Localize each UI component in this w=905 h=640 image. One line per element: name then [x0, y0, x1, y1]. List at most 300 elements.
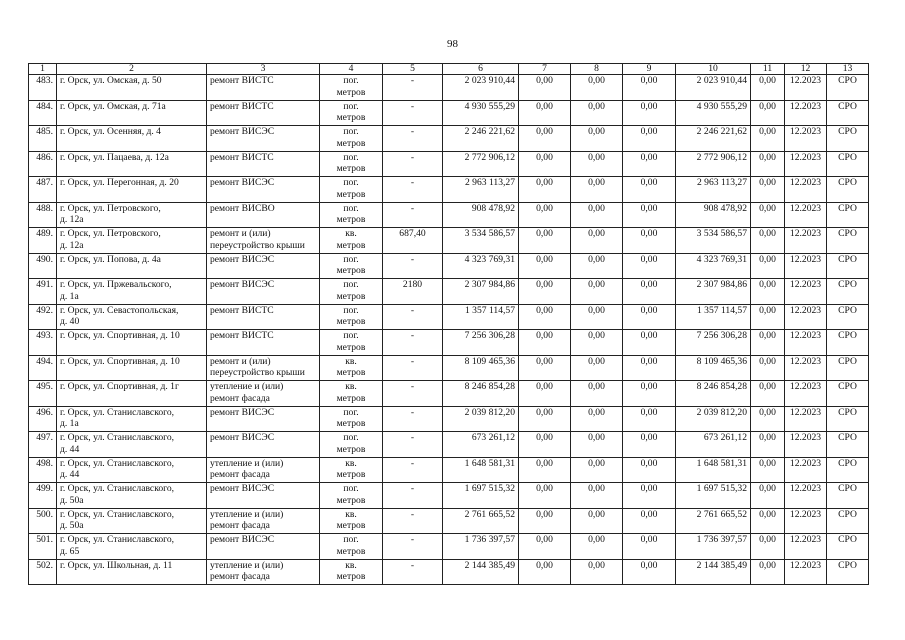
- work-type-cell: [207, 355, 320, 381]
- address-line-1: г. Орск, ул. Школьная, д. 11: [60, 559, 173, 571]
- fund-method-cell: СРО: [827, 279, 869, 305]
- unit-line-1: кв.: [345, 559, 357, 571]
- address-line-1: г. Орск, ул. Станиславского,: [60, 406, 175, 418]
- fund-cell: 0,00: [519, 100, 571, 126]
- work-type-line-1: ремонт ВИСТС: [210, 151, 274, 163]
- other-funds-cell: 0,00: [751, 228, 785, 254]
- local-budget-cell: 0,00: [623, 253, 676, 279]
- total-cost-cell: 1 736 397,57: [443, 534, 519, 560]
- other-funds-cell: 0,00: [751, 534, 785, 560]
- total-cost-cell: 2 761 665,52: [443, 508, 519, 534]
- regional-budget-cell: 0,00: [571, 151, 623, 177]
- row-number-cell: 491.: [29, 279, 57, 305]
- unit-cell: [320, 330, 383, 356]
- regional-budget-cell: 0,00: [571, 75, 623, 101]
- regional-budget-cell: 0,00: [571, 279, 623, 305]
- fund-cell: 0,00: [519, 279, 571, 305]
- local-budget-cell: 0,00: [623, 100, 676, 126]
- work-type-cell: [207, 381, 320, 407]
- fund-method-cell: СРО: [827, 330, 869, 356]
- address-cell: [57, 559, 207, 585]
- total-cost-cell: 1 357 114,57: [443, 304, 519, 330]
- work-type-line-1: утепление и (или): [210, 381, 284, 392]
- table-row: [29, 483, 869, 509]
- fund-method-cell: СРО: [827, 381, 869, 407]
- work-type-line-2: ремонт фасада: [210, 392, 270, 404]
- quantity-cell: -: [383, 432, 443, 458]
- regional-budget-cell: 0,00: [571, 330, 623, 356]
- work-type-line-2: переустройство крыши: [210, 367, 305, 378]
- fund-cell: 0,00: [519, 508, 571, 534]
- local-budget-cell: 0,00: [623, 559, 676, 585]
- fund-cell: 0,00: [519, 177, 571, 203]
- row-number-cell: 502.: [29, 559, 57, 585]
- other-funds-cell: 0,00: [751, 483, 785, 509]
- other-funds-cell: 0,00: [751, 177, 785, 203]
- other-funds-cell: 0,00: [751, 457, 785, 483]
- address-cell: [57, 483, 207, 509]
- work-type-line-1: утепление и (или): [210, 559, 284, 571]
- local-budget-cell: 0,00: [623, 483, 676, 509]
- column-header: 8: [571, 64, 623, 75]
- unit-line-2: метров: [336, 239, 366, 251]
- address-line-1: г. Орск, ул. Омская, д. 50: [60, 75, 162, 86]
- completion-date-cell: 12.2023: [785, 100, 827, 126]
- address-cell: [57, 253, 207, 279]
- quantity-cell: -: [383, 177, 443, 203]
- fund-cell: 0,00: [519, 483, 571, 509]
- unit-cell: [320, 406, 383, 432]
- quantity-cell: -: [383, 483, 443, 509]
- unit-line-2: метров: [336, 443, 366, 455]
- unit-cell: [320, 279, 383, 305]
- work-type-cell: [207, 279, 320, 305]
- unit-line-1: кв.: [345, 508, 357, 520]
- total-cost-cell: 8 246 854,28: [443, 381, 519, 407]
- total-cost-cell: 673 261,12: [443, 432, 519, 458]
- local-budget-cell: 0,00: [623, 432, 676, 458]
- completion-date-cell: 12.2023: [785, 457, 827, 483]
- row-number-cell: 499.: [29, 483, 57, 509]
- owners-funds-cell: 673 261,12: [676, 432, 751, 458]
- address-line-2: д. 65: [60, 545, 80, 557]
- unit-cell: [320, 483, 383, 509]
- local-budget-cell: 0,00: [623, 126, 676, 152]
- fund-cell: 0,00: [519, 304, 571, 330]
- unit-cell: [320, 253, 383, 279]
- work-type-cell: [207, 100, 320, 126]
- regional-budget-cell: 0,00: [571, 100, 623, 126]
- address-line-1: г. Орск, ул. Попова, д. 4а: [60, 253, 161, 265]
- owners-funds-cell: 8 246 854,28: [676, 381, 751, 407]
- column-number-row: [29, 64, 869, 75]
- row-number-cell: 486.: [29, 151, 57, 177]
- unit-cell: [320, 100, 383, 126]
- owners-funds-cell: 2 039 812,20: [676, 406, 751, 432]
- regional-budget-cell: 0,00: [571, 534, 623, 560]
- completion-date-cell: 12.2023: [785, 202, 827, 228]
- local-budget-cell: 0,00: [623, 151, 676, 177]
- unit-line-1: пог.: [343, 202, 359, 214]
- quantity-cell: -: [383, 559, 443, 585]
- unit-line-2: метров: [336, 163, 366, 174]
- other-funds-cell: 0,00: [751, 559, 785, 585]
- other-funds-cell: 0,00: [751, 75, 785, 101]
- unit-line-1: пог.: [343, 534, 359, 545]
- quantity-cell: -: [383, 202, 443, 228]
- address-cell: [57, 228, 207, 254]
- row-number-cell: 498.: [29, 457, 57, 483]
- unit-cell: [320, 534, 383, 560]
- work-type-line-1: ремонт ВИСТС: [210, 304, 274, 316]
- other-funds-cell: 0,00: [751, 330, 785, 356]
- work-type-line-1: ремонт ВИСЭС: [210, 253, 275, 265]
- unit-line-2: метров: [336, 86, 366, 98]
- unit-line-2: метров: [336, 112, 366, 123]
- address-line-1: г. Орск, ул. Станиславского,: [60, 432, 175, 443]
- total-cost-cell: 2 246 221,62: [443, 126, 519, 152]
- row-number-cell: 501.: [29, 534, 57, 560]
- completion-date-cell: 12.2023: [785, 177, 827, 203]
- table-row: [29, 228, 869, 254]
- work-type-line-1: ремонт ВИСЭС: [210, 279, 275, 290]
- address-cell: [57, 457, 207, 483]
- completion-date-cell: 12.2023: [785, 304, 827, 330]
- owners-funds-cell: 2 761 665,52: [676, 508, 751, 534]
- address-line-1: г. Орск, ул. Петровского,: [60, 228, 161, 239]
- work-type-line-1: ремонт ВИСТС: [210, 75, 274, 86]
- completion-date-cell: 12.2023: [785, 355, 827, 381]
- work-type-line-1: утепление и (или): [210, 508, 284, 520]
- unit-line-2: метров: [336, 392, 366, 404]
- unit-line-1: пог.: [343, 406, 359, 418]
- unit-line-2: метров: [336, 367, 366, 378]
- fund-cell: 0,00: [519, 457, 571, 483]
- table-row: [29, 330, 869, 356]
- unit-line-1: пог.: [343, 483, 359, 494]
- unit-line-1: пог.: [343, 177, 359, 188]
- fund-method-cell: СРО: [827, 126, 869, 152]
- owners-funds-cell: 2 772 906,12: [676, 151, 751, 177]
- address-cell: [57, 330, 207, 356]
- row-number-cell: 496.: [29, 406, 57, 432]
- regional-budget-cell: 0,00: [571, 304, 623, 330]
- regional-budget-cell: 0,00: [571, 202, 623, 228]
- unit-line-2: метров: [336, 571, 366, 582]
- quantity-cell: -: [383, 457, 443, 483]
- unit-cell: [320, 202, 383, 228]
- fund-method-cell: СРО: [827, 100, 869, 126]
- unit-line-2: метров: [336, 520, 366, 531]
- unit-line-1: пог.: [343, 126, 359, 137]
- address-line-2: д. 50а: [60, 494, 84, 506]
- address-cell: [57, 151, 207, 177]
- completion-date-cell: 12.2023: [785, 330, 827, 356]
- fund-method-cell: СРО: [827, 483, 869, 509]
- completion-date-cell: 12.2023: [785, 151, 827, 177]
- table-row: [29, 202, 869, 228]
- other-funds-cell: 0,00: [751, 508, 785, 534]
- address-line-2: д. 44: [60, 443, 80, 455]
- total-cost-cell: 908 478,92: [443, 202, 519, 228]
- fund-cell: 0,00: [519, 406, 571, 432]
- fund-cell: 0,00: [519, 432, 571, 458]
- unit-line-2: метров: [336, 494, 366, 506]
- other-funds-cell: 0,00: [751, 126, 785, 152]
- other-funds-cell: 0,00: [751, 279, 785, 305]
- address-cell: [57, 381, 207, 407]
- row-number-cell: 493.: [29, 330, 57, 356]
- table-row: [29, 432, 869, 458]
- total-cost-cell: 2 039 812,20: [443, 406, 519, 432]
- unit-line-2: метров: [336, 137, 366, 149]
- work-type-line-1: утепление и (или): [210, 457, 284, 469]
- row-number-cell: 492.: [29, 304, 57, 330]
- page-number: 98: [447, 38, 458, 50]
- regional-budget-cell: 0,00: [571, 432, 623, 458]
- work-type-cell: [207, 559, 320, 585]
- quantity-cell: 2180: [383, 279, 443, 305]
- total-cost-cell: 2 772 906,12: [443, 151, 519, 177]
- address-line-2: д. 44: [60, 469, 80, 480]
- table-row: [29, 100, 869, 126]
- owners-funds-cell: 908 478,92: [676, 202, 751, 228]
- address-line-1: г. Орск, ул. Станиславского,: [60, 483, 175, 494]
- total-cost-cell: 2 144 385,49: [443, 559, 519, 585]
- owners-funds-cell: 2 144 385,49: [676, 559, 751, 585]
- address-line-1: г. Орск, ул. Пржевальского,: [60, 279, 172, 290]
- fund-method-cell: СРО: [827, 432, 869, 458]
- work-type-line-2: переустройство крыши: [210, 239, 305, 251]
- fund-cell: 0,00: [519, 75, 571, 101]
- row-number-cell: 500.: [29, 508, 57, 534]
- column-header: 10: [676, 64, 751, 75]
- table-row: [29, 253, 869, 279]
- work-type-line-1: ремонт ВИСВО: [210, 202, 275, 214]
- other-funds-cell: 0,00: [751, 100, 785, 126]
- total-cost-cell: 1 648 581,31: [443, 457, 519, 483]
- unit-cell: [320, 381, 383, 407]
- unit-cell: [320, 508, 383, 534]
- other-funds-cell: 0,00: [751, 151, 785, 177]
- column-header: 12: [785, 64, 827, 75]
- fund-cell: 0,00: [519, 202, 571, 228]
- work-type-line-1: ремонт ВИСЭС: [210, 534, 275, 545]
- regional-budget-cell: 0,00: [571, 253, 623, 279]
- unit-line-2: метров: [336, 290, 366, 302]
- fund-method-cell: СРО: [827, 457, 869, 483]
- local-budget-cell: 0,00: [623, 355, 676, 381]
- owners-funds-cell: 8 109 465,36: [676, 355, 751, 381]
- address-cell: [57, 304, 207, 330]
- row-number-cell: 483.: [29, 75, 57, 101]
- address-line-1: г. Орск, ул. Спортивная, д. 10: [60, 330, 180, 341]
- address-line-2: д. 1а: [60, 290, 79, 302]
- regional-budget-cell: 0,00: [571, 381, 623, 407]
- fund-method-cell: СРО: [827, 253, 869, 279]
- row-number-cell: 497.: [29, 432, 57, 458]
- regional-budget-cell: 0,00: [571, 483, 623, 509]
- fund-method-cell: СРО: [827, 177, 869, 203]
- total-cost-cell: 3 534 586,57: [443, 228, 519, 254]
- row-number-cell: 494.: [29, 355, 57, 381]
- table-row: [29, 126, 869, 152]
- row-number-cell: 484.: [29, 100, 57, 126]
- total-cost-cell: 8 109 465,36: [443, 355, 519, 381]
- work-type-line-1: ремонт ВИСЭС: [210, 177, 275, 188]
- work-type-cell: [207, 508, 320, 534]
- fund-method-cell: СРО: [827, 406, 869, 432]
- fund-method-cell: СРО: [827, 75, 869, 101]
- address-line-1: г. Орск, ул. Станиславского,: [60, 508, 175, 520]
- address-line-2: д. 50а: [60, 520, 84, 531]
- fund-method-cell: СРО: [827, 534, 869, 560]
- other-funds-cell: 0,00: [751, 304, 785, 330]
- total-cost-cell: 2 963 113,27: [443, 177, 519, 203]
- regional-budget-cell: 0,00: [571, 559, 623, 585]
- column-header: 7: [519, 64, 571, 75]
- address-cell: [57, 508, 207, 534]
- address-line-1: г. Орск, ул. Спортивная, д. 1г: [60, 381, 179, 392]
- local-budget-cell: 0,00: [623, 279, 676, 305]
- unit-cell: [320, 228, 383, 254]
- work-type-cell: [207, 534, 320, 560]
- address-line-1: г. Орск, ул. Осенняя, д. 4: [60, 126, 161, 137]
- address-line-1: г. Орск, ул. Спортивная, д. 10: [60, 355, 180, 367]
- table-row: [29, 406, 869, 432]
- completion-date-cell: 12.2023: [785, 406, 827, 432]
- fund-method-cell: СРО: [827, 355, 869, 381]
- fund-cell: 0,00: [519, 355, 571, 381]
- column-header: 4: [320, 64, 383, 75]
- total-cost-cell: 2 023 910,44: [443, 75, 519, 101]
- unit-line-2: метров: [336, 469, 366, 480]
- row-number-cell: 485.: [29, 126, 57, 152]
- local-budget-cell: 0,00: [623, 330, 676, 356]
- owners-funds-cell: 2 307 984,86: [676, 279, 751, 305]
- unit-line-1: пог.: [343, 330, 359, 341]
- other-funds-cell: 0,00: [751, 355, 785, 381]
- quantity-cell: -: [383, 406, 443, 432]
- unit-cell: [320, 559, 383, 585]
- work-type-line-2: ремонт фасада: [210, 520, 270, 531]
- unit-line-2: метров: [336, 265, 366, 276]
- regional-budget-cell: 0,00: [571, 177, 623, 203]
- address-line-1: г. Орск, ул. Омская, д. 71а: [60, 100, 166, 112]
- quantity-cell: -: [383, 253, 443, 279]
- local-budget-cell: 0,00: [623, 406, 676, 432]
- fund-method-cell: СРО: [827, 304, 869, 330]
- work-type-line-1: ремонт ВИСТС: [210, 100, 274, 112]
- column-header: 11: [751, 64, 785, 75]
- work-type-line-1: ремонт и (или): [210, 228, 271, 239]
- regional-budget-cell: 0,00: [571, 355, 623, 381]
- owners-funds-cell: 2 023 910,44: [676, 75, 751, 101]
- unit-cell: [320, 177, 383, 203]
- work-type-line-1: ремонт ВИСЭС: [210, 126, 275, 137]
- address-line-2: д. 40: [60, 316, 80, 327]
- work-type-cell: [207, 330, 320, 356]
- local-budget-cell: 0,00: [623, 177, 676, 203]
- address-line-1: г. Орск, ул. Севастопольская,: [60, 304, 179, 316]
- work-type-cell: [207, 177, 320, 203]
- completion-date-cell: 12.2023: [785, 253, 827, 279]
- column-header: 3: [207, 64, 320, 75]
- address-cell: [57, 202, 207, 228]
- row-number-cell: 495.: [29, 381, 57, 407]
- work-type-cell: [207, 126, 320, 152]
- regional-budget-cell: 0,00: [571, 228, 623, 254]
- work-type-cell: [207, 304, 320, 330]
- column-header: 5: [383, 64, 443, 75]
- owners-funds-cell: 1 357 114,57: [676, 304, 751, 330]
- address-line-2: д. 12а: [60, 239, 84, 251]
- regional-budget-cell: 0,00: [571, 457, 623, 483]
- regional-budget-cell: 0,00: [571, 126, 623, 152]
- total-cost-cell: 7 256 306,28: [443, 330, 519, 356]
- table-row: [29, 457, 869, 483]
- work-type-line-1: ремонт ВИСЭС: [210, 406, 275, 418]
- table-row: [29, 355, 869, 381]
- work-type-cell: [207, 406, 320, 432]
- fund-cell: 0,00: [519, 151, 571, 177]
- unit-line-1: пог.: [343, 100, 359, 112]
- work-type-cell: [207, 228, 320, 254]
- row-number-cell: 490.: [29, 253, 57, 279]
- owners-funds-cell: 3 534 586,57: [676, 228, 751, 254]
- completion-date-cell: 12.2023: [785, 534, 827, 560]
- work-type-cell: [207, 202, 320, 228]
- other-funds-cell: 0,00: [751, 432, 785, 458]
- other-funds-cell: 0,00: [751, 202, 785, 228]
- column-header: 2: [57, 64, 207, 75]
- fund-cell: 0,00: [519, 534, 571, 560]
- quantity-cell: -: [383, 100, 443, 126]
- local-budget-cell: 0,00: [623, 304, 676, 330]
- unit-cell: [320, 432, 383, 458]
- address-cell: [57, 406, 207, 432]
- address-cell: [57, 279, 207, 305]
- quantity-cell: -: [383, 151, 443, 177]
- quantity-cell: -: [383, 381, 443, 407]
- completion-date-cell: 12.2023: [785, 483, 827, 509]
- address-line-1: г. Орск, ул. Станиславского,: [60, 457, 175, 469]
- local-budget-cell: 0,00: [623, 75, 676, 101]
- fund-cell: 0,00: [519, 253, 571, 279]
- owners-funds-cell: 1 648 581,31: [676, 457, 751, 483]
- work-type-line-1: ремонт ВИСТС: [210, 330, 274, 341]
- fund-cell: 0,00: [519, 228, 571, 254]
- address-line-2: д. 1а: [60, 418, 79, 429]
- unit-line-1: кв.: [345, 228, 357, 239]
- owners-funds-cell: 4 930 555,29: [676, 100, 751, 126]
- address-cell: [57, 100, 207, 126]
- fund-method-cell: СРО: [827, 151, 869, 177]
- fund-cell: 0,00: [519, 381, 571, 407]
- total-cost-cell: 1 697 515,32: [443, 483, 519, 509]
- table-row: [29, 381, 869, 407]
- other-funds-cell: 0,00: [751, 253, 785, 279]
- address-cell: [57, 355, 207, 381]
- table-row: [29, 151, 869, 177]
- table-row: [29, 508, 869, 534]
- regional-budget-cell: 0,00: [571, 508, 623, 534]
- completion-date-cell: 12.2023: [785, 559, 827, 585]
- unit-line-1: пог.: [343, 253, 359, 265]
- local-budget-cell: 0,00: [623, 228, 676, 254]
- column-header: 1: [29, 64, 57, 75]
- owners-funds-cell: 7 256 306,28: [676, 330, 751, 356]
